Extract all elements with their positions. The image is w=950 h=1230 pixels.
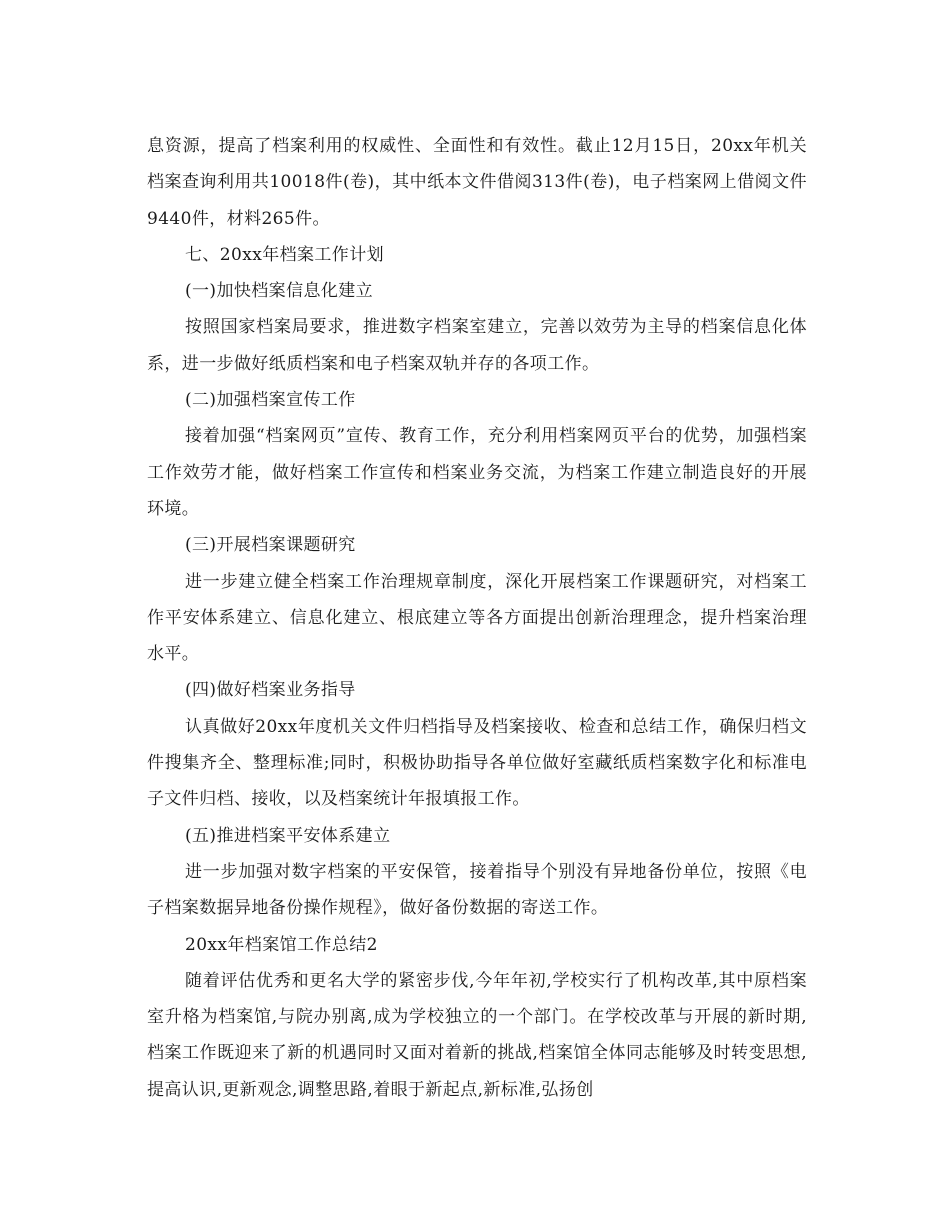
paragraph-1: 息资源，提高了档案利用的权威性、全面性和有效性。截止12月15日，20xx年机关档案查询利用共10018件(卷)，其中纸本文件借阅313件(卷)，电子档案网上借阅文件9440件，材料265件。 bbox=[147, 136, 807, 229]
subheading-2: (二)加强档案宣传工作 bbox=[185, 390, 356, 411]
document-title-2: 20xx年档案馆工作总结2 bbox=[185, 934, 378, 955]
paragraph-6: 进一步加强对数字档案的平安保管，接着指导个别没有异地备份单位，按照《电子档案数据异地备份操作规程》，做好备份数据的寄送工作。 bbox=[147, 861, 807, 919]
paragraph-2: 按照国家档案局要求，推进数字档案室建立，完善以效劳为主导的档案信息化体系，进一步做好纸质档案和电子档案双轨并存的各项工作。 bbox=[147, 317, 807, 374]
paragraph-4: 进一步建立健全档案工作治理规章制度，深化开展档案工作课题研究，对档案工作平安体系建立、信息化建立、根底建立等各方面提出创新治理理念，提升档案治理水平。 bbox=[147, 571, 807, 665]
subheading-1: (一)加快档案信息化建立 bbox=[185, 281, 374, 302]
section-heading-7: 七、20xx年档案工作计划 bbox=[185, 244, 385, 265]
subheading-3: (三)开展档案课题研究 bbox=[185, 535, 356, 556]
paragraph-5: 认真做好20xx年度机关文件归档指导及档案接收、检查和总结工作，确保归档文件搜集齐全、整理标准;同时，积极协助指导各单位做好室藏纸质档案数字化和标准电子文件归档、接收，以及档案统计年报填报工作。 bbox=[147, 716, 807, 810]
document-body bbox=[147, 128, 807, 1108]
subheading-5: (五)推进档案平安体系建立 bbox=[185, 825, 391, 846]
subheading-4: (四)做好档案业务指导 bbox=[185, 680, 356, 701]
paragraph-7: 随着评估优秀和更名大学的紧密步伐,今年年初,学校实行了机构改革,其中原档案室升格为档案馆,与院办别离,成为学校独立的一个部门。在学校改革与开展的新时期,档案工作既迎来了新的机遇同时又面对着新的挑战,档案馆全体同志能够及时转变思想,提高认识,更新观念,调整思路,着眼于新起点,新标准,弘扬创 bbox=[147, 970, 807, 1100]
paragraph-3: 接着加强“档案网页”宣传、教育工作，充分利用档案网页平台的优势，加强档案工作效劳才能，做好档案工作宣传和档案业务交流，为档案工作建立制造良好的开展环境。 bbox=[147, 426, 807, 519]
